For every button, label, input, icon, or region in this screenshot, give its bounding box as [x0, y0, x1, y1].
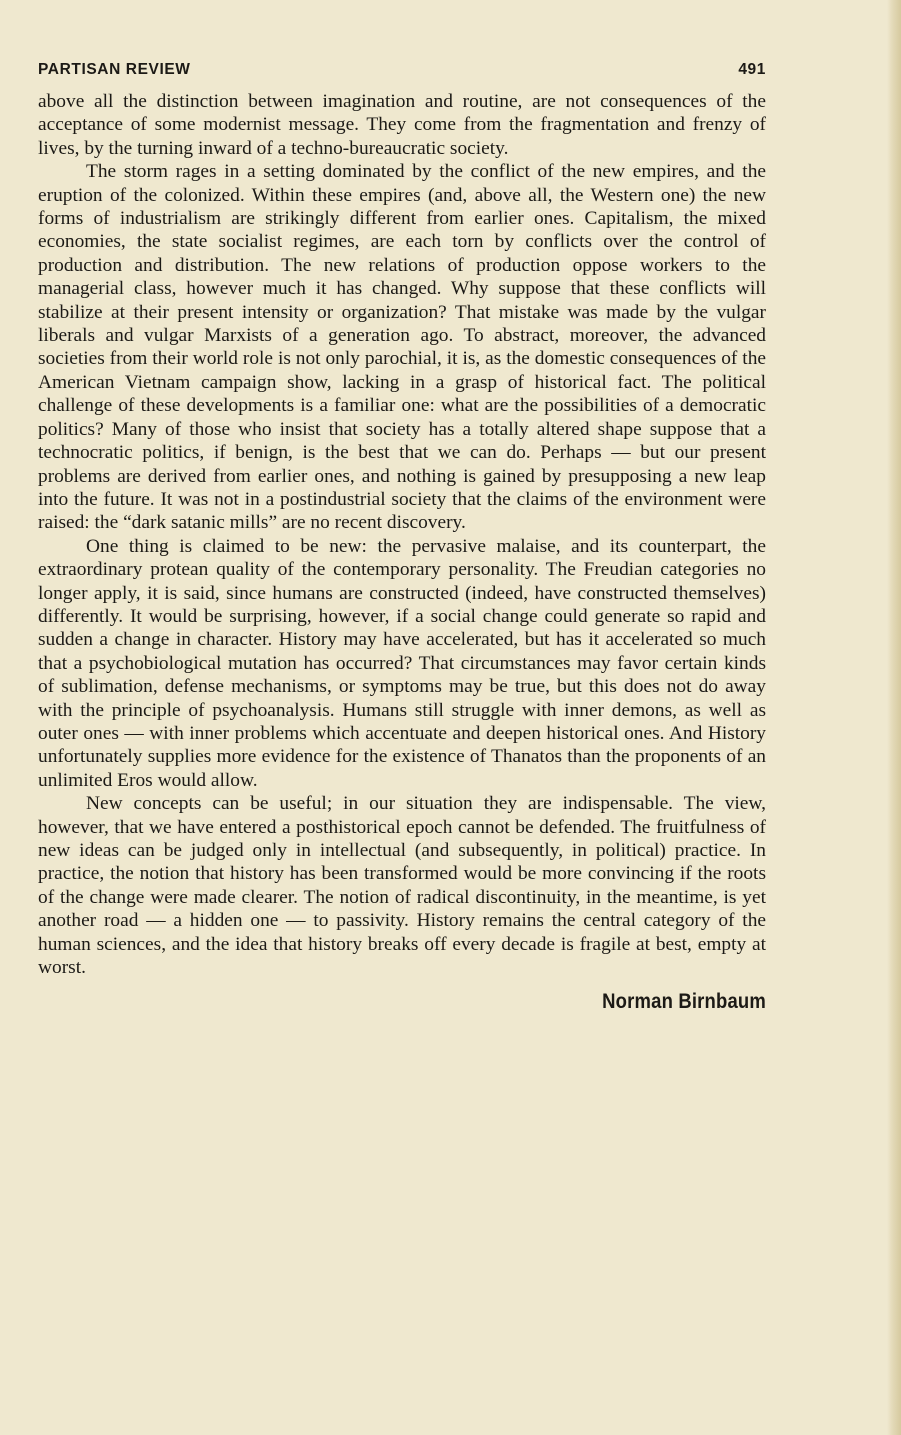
- author-signature: Norman Birnbaum: [602, 990, 766, 1014]
- paragraph-continued: above all the distinction between imagination and routine, are not consequences of the acceptance of some modernist message. They come from the fragmentation and frenzy of lives, by the turning inward of a techno-bureaucratic society.: [38, 91, 766, 159]
- paragraph: The storm rages in a setting dominated by the conflict of the new empires, and the eruption of the colonized. Within these empires (and, above all, the Western one) the new forms of industrialism are strikingly different from earlier ones. Capitalism, the mixed economies, the state socialist regimes, are each torn by conflicts over the control of production and distribution. The new relations of production oppose workers to the managerial class, however much it has changed. Why suppose that these conflicts will stabilize at their present intensity or organization? That mistake was made by the vulgar liberals and vulgar Marxists of a generation ago. To abstract, moreover, the advanced societies from their world role is not only parochial, it is, as the domestic consequences of the American Vietnam campaign show, lacking in a grasp of historical fact. The political challenge of these developments is a familiar one: what are the possibilities of a democratic politics? Many of those who insist that society has a totally altered shape suppose that a technocratic politics, if benign, is the best that we can do. Perhaps — but our present problems are derived from earlier ones, and nothing is gained by presupposing a new leap into the future. It was not in a postindustrial society that the claims of the environment were raised: the “dark satanic mills” are no recent discovery.: [38, 161, 766, 534]
- journal-title: PARTISAN REVIEW: [38, 61, 191, 78]
- paragraph: One thing is claimed to be new: the pervasive malaise, and its counterpart, the extraordinary protean quality of the contemporary personality. The Freudian categories no longer apply, it is said, since humans are constructed (indeed, have constructed themselves) differently. It would be surprising, however, if a social change could generate so rapid and sudden a change in character. History may have accelerated, but has it accelerated so much that a psychobiological mutation has occurred? That circumstances may favor certain kinds of sublimation, defense mechanisms, or symptoms may be true, but this does not do away with the principle of psychoanalysis. Humans still struggle with inner demons, as well as outer ones — with inner problems which accentuate and deepen historical ones. And History unfortunately supplies more evidence for the existence of Thanatos than the proponents of an unlimited Eros would allow.: [38, 535, 766, 791]
- page-number: 491: [738, 61, 766, 78]
- journal-page: [38, 56, 766, 1014]
- article-body: [38, 90, 766, 979]
- running-head: [38, 56, 766, 84]
- page-edge: [887, 0, 901, 1435]
- paragraph: New concepts can be useful; in our situation they are indispensable. The view, however, that we have entered a posthistorical epoch cannot be defended. The fruitfulness of new ideas can be judged only in intellectual (and subsequently, in political) practice. In practice, the notion that history has been transformed would be more convincing if the roots of the change were made clearer. The notion of radical discontinuity, in the meantime, is yet another road — a hidden one — to passivity. History remains the central category of the human sciences, and the idea that history breaks off every decade is fragile at best, empty at worst.: [38, 793, 766, 979]
